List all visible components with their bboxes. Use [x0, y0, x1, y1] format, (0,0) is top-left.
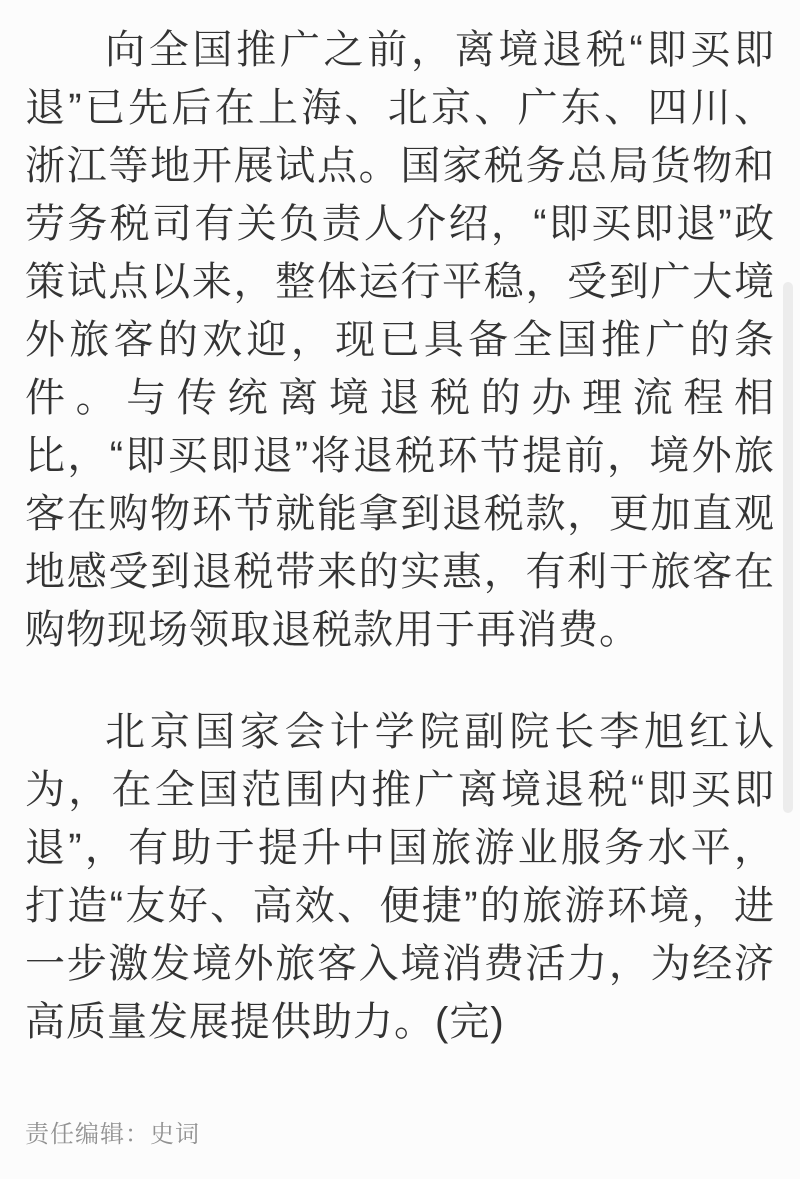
article-paragraph-2: 北京国家会计学院副院长李旭红认为，在全国范围内推广离境退税“即买即退”，有助于提升中国旅游业服务水平，打造“友好、高效、便捷”的旅游环境，进一步激发境外旅客入境消费活力，为经济高质量发展提供助力。(完)	[25, 710, 775, 1044]
article-paragraph-1: 向全国推广之前，离境退税“即买即退”已先后在上海、北京、广东、四川、浙江等地开展试点。国家税务总局货物和劳务税司有关负责人介绍，“即买即退”政策试点以来，整体运行平稳，受到广大境外旅客的欢迎，现已具备全国推广的条件。与传统离境退税的办理流程相比，“即买即退”将退税环节提前，境外旅客在购物环节就能拿到退税款，更加直观地感受到退税带来的实惠，有利于旅客在购物现场领取退税款用于再消费。	[25, 28, 775, 652]
editor-credit: 责任编辑：史词	[25, 1121, 200, 1148]
scrollbar-thumb[interactable]	[783, 282, 793, 813]
